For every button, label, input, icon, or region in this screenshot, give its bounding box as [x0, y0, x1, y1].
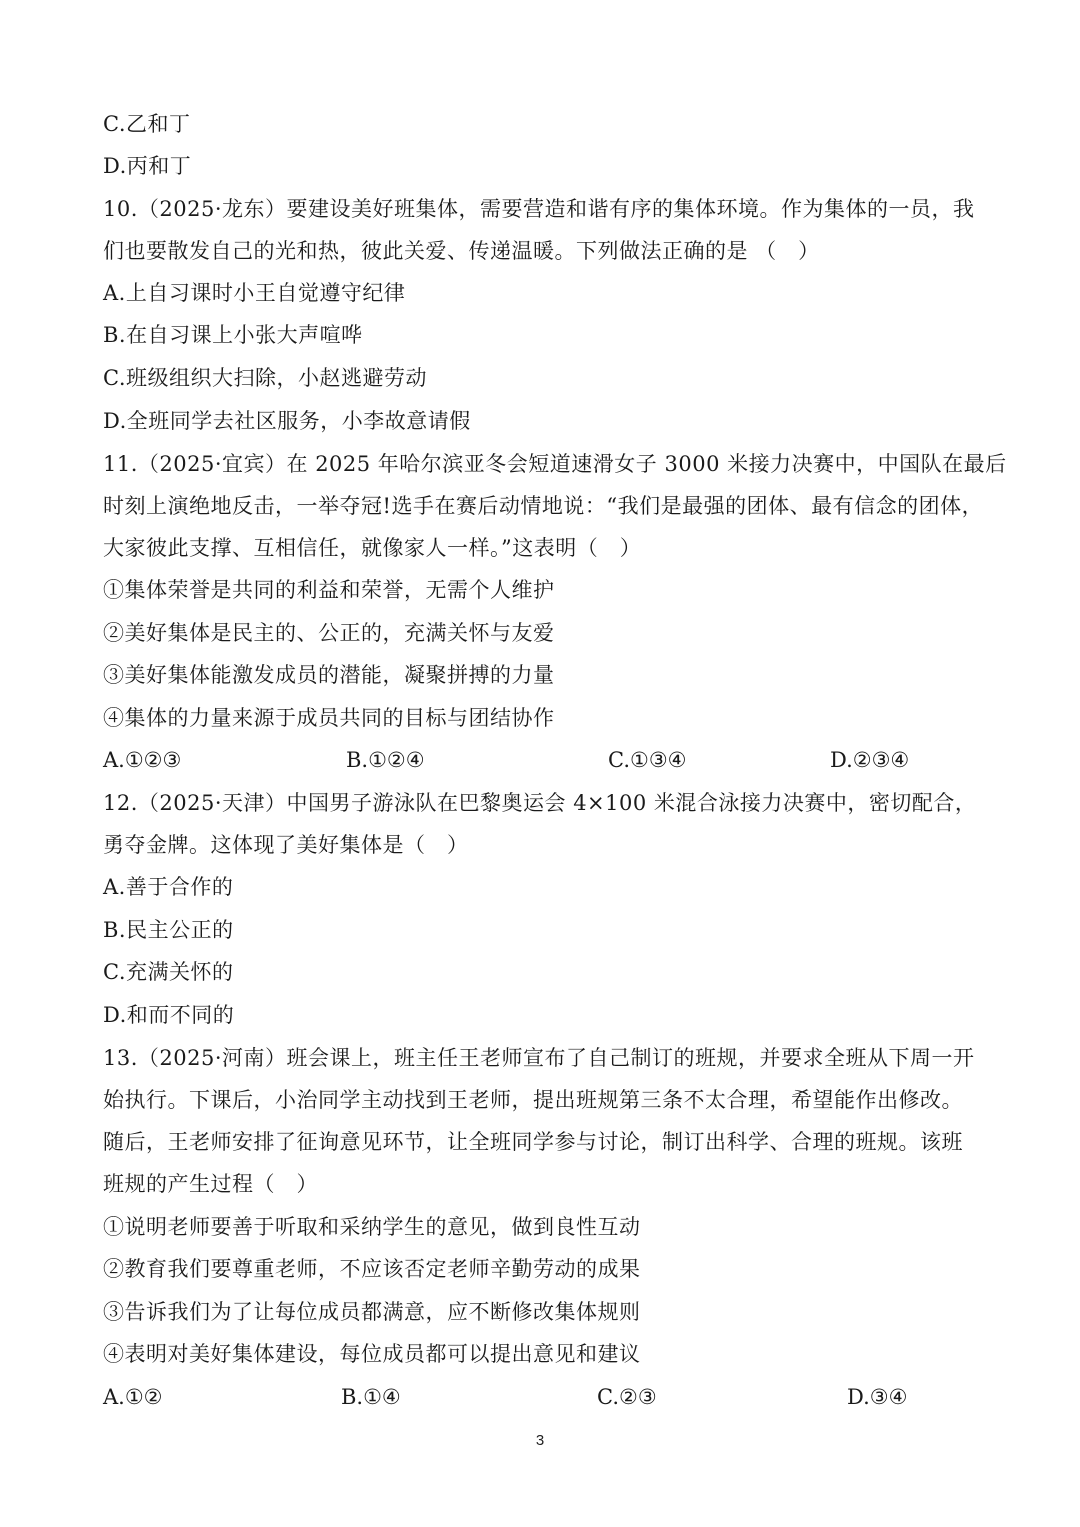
q10-option-b: B.在自习课上小张大声喧哗: [103, 323, 363, 347]
q13-statement-2: ②教育我们要尊重老师，不应该否定老师辛勤劳动的成果: [103, 1257, 641, 1281]
q12-stem-line2: 勇夺金牌。这体现了美好集体是（ ）: [103, 833, 469, 857]
q12-option-d: D.和而不同的: [103, 1003, 235, 1027]
q12-option-c: C.充满关怀的: [103, 960, 234, 984]
q13-stem-line3: 随后，王老师安排了征询意见环节，让全班同学参与讨论，制订出科学、合理的班规。该班: [103, 1130, 963, 1154]
q13-stem-line4: 班规的产生过程（ ）: [103, 1172, 318, 1196]
q12-option-a: A.善于合作的: [103, 875, 234, 899]
q13-choice-c: C.②③: [597, 1385, 657, 1409]
q13-statement-1: ①说明老师要善于听取和采纳学生的意见，做到良性互动: [103, 1215, 641, 1239]
q13-statement-3: ③告诉我们为了让每位成员都满意，应不断修改集体规则: [103, 1300, 641, 1324]
option-c-prev: C.乙和丁: [103, 112, 191, 136]
q11-statement-2: ②美好集体是民主的、公正的，充满关怀与友爱: [103, 621, 555, 645]
q11-statement-3: ③美好集体能激发成员的潜能，凝聚拼搏的力量: [103, 663, 555, 687]
q11-stem-line3: 大家彼此支撑、互相信任，就像家人一样。”这表明（ ）: [103, 536, 642, 560]
q13-choice-a: A.①②: [103, 1385, 163, 1409]
q13-stem-line1: 13.（2025·河南）班会课上，班主任王老师宣布了自己制订的班规，并要求全班从下周一开: [103, 1046, 975, 1070]
q10-option-d: D.全班同学去社区服务，小李故意请假: [103, 409, 471, 433]
q11-statement-1: ①集体荣誉是共同的利益和荣誉，无需个人维护: [103, 578, 555, 602]
q11-choice-a: A.①②③: [103, 748, 182, 772]
q13-stem-line2: 始执行。下课后，小治同学主动找到王老师，提出班规第三条不太合理，希望能作出修改。: [103, 1088, 963, 1112]
q13-statement-4: ④表明对美好集体建设，每位成员都可以提出意见和建议: [103, 1342, 641, 1366]
q10-option-c: C.班级组织大扫除，小赵逃避劳动: [103, 366, 427, 390]
q11-choice-d: D.②③④: [830, 748, 910, 772]
q10-stem-line2: 们也要散发自己的光和热，彼此关爱、传递温暖。下列做法正确的是 （ ）: [103, 239, 820, 263]
q13-choice-b: B.①④: [341, 1385, 401, 1409]
q12-option-b: B.民主公正的: [103, 918, 234, 942]
q11-statement-4: ④集体的力量来源于成员共同的目标与团结协作: [103, 706, 555, 730]
q12-stem-line1: 12.（2025·天津）中国男子游泳队在巴黎奥运会 4×100 米混合泳接力决赛中，密切配合，: [103, 791, 977, 815]
page-number: 3: [535, 1432, 545, 1449]
q11-choice-c: C.①③④: [608, 748, 687, 772]
q11-stem-line1: 11.（2025·宜宾）在 2025 年哈尔滨亚冬会短道速滑女子 3000 米接力决赛中，中国队在最后: [103, 452, 1007, 476]
q13-choice-d: D.③④: [847, 1385, 908, 1409]
option-d-prev: D.丙和丁: [103, 154, 192, 178]
q11-choice-b: B.①②④: [346, 748, 425, 772]
q11-stem-line2: 时刻上演绝地反击，一举夺冠!选手在赛后动情地说：“我们是最强的团体、最有信念的团体，: [103, 494, 984, 518]
q10-option-a: A.上自习课时小王自觉遵守纪律: [103, 281, 406, 305]
q10-stem-line1: 10.（2025·龙东）要建设美好班集体，需要营造和谐有序的集体环境。作为集体的一员，我: [103, 197, 975, 221]
